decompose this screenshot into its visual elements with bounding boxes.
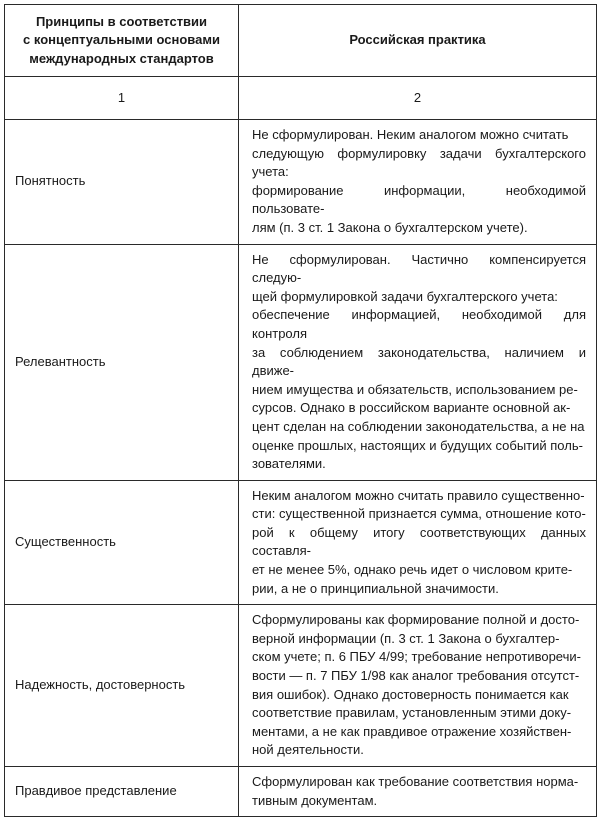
practice-line: щей формулировкой задачи бухгалтерского учета: [252,288,558,304]
practice-cell [239,767,597,817]
practice-line: рой к общему итогу соответствующих данных составля- [252,524,586,559]
practice-line: верной информации (п. 3 ст. 1 Закона о бухгалтер- [252,630,560,646]
practice-line: следующую формулировку задачи бухгалтерского учета: [252,145,586,180]
principle-cell: Существенность [5,480,239,605]
header-principles-line: международных стандартов [29,50,214,66]
header-principles-line: с концептуальными основами [23,32,220,48]
practice-line: зователями. [252,456,326,472]
table-row [5,120,597,245]
header-principles-line: Принципы в соответствии [35,13,208,29]
practice-line: Сформулирован как требование соответствия норма- [252,774,579,789]
practice-line: ет не менее 5%, однако речь идет о числовом крите- [252,562,573,578]
practice-line: вия ошибок). Однако достоверность понимается как [252,686,569,702]
column-number-2: 2 [239,77,597,120]
column-number-1: 1 [5,77,239,120]
practice-line: обеспечение информацией, необходимой для контроля [252,307,586,341]
practice-line: сти: существенной признается сумма, отношение кото- [252,506,586,522]
practice-line: формирование информации, необходимой пользовате- [252,182,586,217]
principle-cell: Надежность, достоверность [5,605,239,767]
practice-line: ском учете; п. 6 ПБУ 4/99; требование непротиворечи- [252,649,581,665]
practice-line: сурсов. Однако в российском варианте основной ак- [252,400,571,416]
principle-cell: Релевантность [5,244,239,480]
practice-cell [239,605,597,767]
practice-line: вости — п. 7 ПБУ 1/98 как аналог требования отсутст- [252,668,580,684]
column-number-row [5,77,597,120]
practice-line: ментами, а не как правдивое отражение хозяйствен- [252,723,572,739]
practice-line: Сформулированы как формирование полной и досто- [252,612,580,628]
practice-line: цент сделан на соблюдении законодательства, а не на [252,418,585,434]
table-row [5,480,597,605]
header-principles [5,5,239,77]
practice-line: оценке прошлых, настоящих и будущих событий поль- [252,437,583,453]
principles-comparison-table [4,4,597,817]
practice-line: Не сформулирован. Частично компенсируется следую- [252,251,586,286]
practice-line: нием имущества и обязательств, использованием ре- [252,381,578,397]
header-practice-line: Российская практика [349,32,486,48]
practice-line: Не сформулирован. Неким аналогом можно считать [252,127,569,142]
header-russian-practice [239,5,597,77]
principle-cell: Правдивое представление [5,767,239,817]
practice-line: Неким аналогом можно считать правило существенно- [252,487,585,503]
practice-line: за соблюдением законодательства, наличием и движе- [252,344,586,379]
table-row [5,605,597,767]
table-row [5,767,597,817]
principle-cell: Понятность [5,120,239,245]
practice-cell [239,480,597,605]
practice-line: лям (п. 3 ст. 1 Закона о бухгалтерском учете). [252,219,528,235]
table-header-row [5,5,597,77]
practice-line: тивным документам. [252,792,378,808]
practice-line: соответствие правилам, установленным этими доку- [252,705,572,721]
table-row [5,244,597,480]
practice-cell [239,120,597,245]
practice-cell [239,244,597,480]
practice-line: рии, а не о принципиальной значимости. [252,580,499,596]
practice-line: ной деятельности. [252,742,364,758]
